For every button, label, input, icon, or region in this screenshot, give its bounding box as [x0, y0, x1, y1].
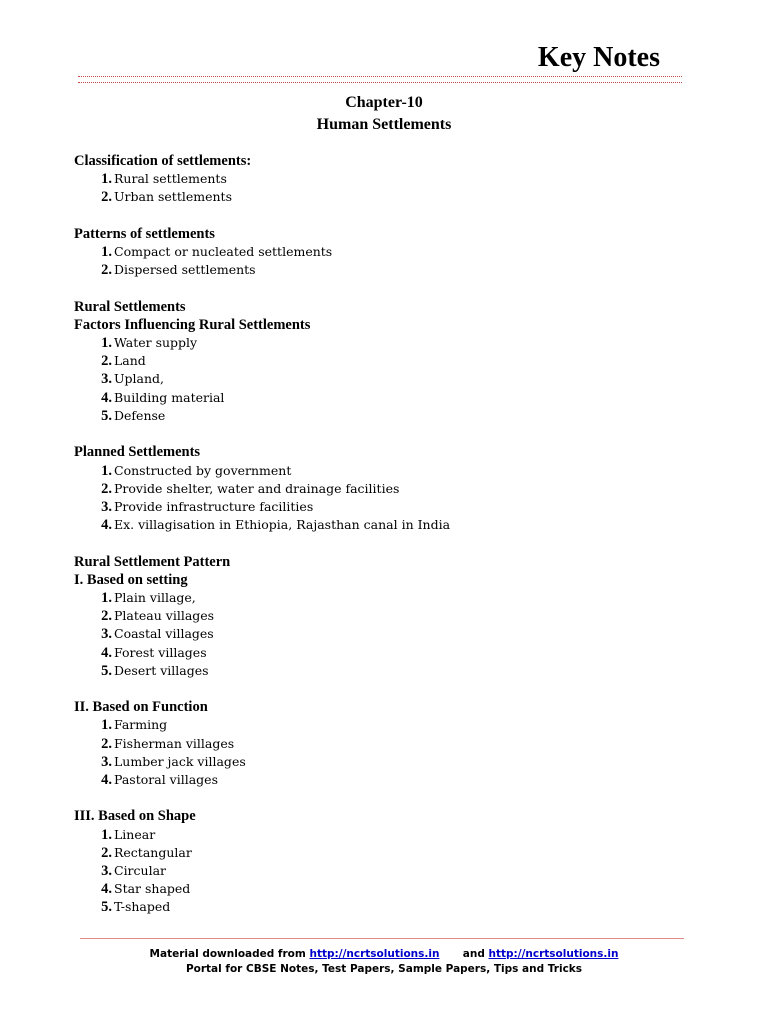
list-item — [74, 735, 694, 753]
section-heading: Rural Settlement Pattern — [74, 553, 231, 570]
list-item-number: 1. — [101, 335, 112, 352]
list-item-number: 1. — [101, 717, 112, 734]
list-item — [74, 716, 694, 734]
list-item-number: 2. — [101, 353, 112, 370]
list-item — [74, 589, 694, 607]
list-item — [74, 862, 694, 880]
list-item-number: 5. — [101, 662, 112, 679]
notes-section — [74, 298, 694, 425]
list-item-number: 4. — [101, 881, 112, 898]
list-item-text: Lumber jack villages — [114, 753, 246, 769]
list-item-number: 2. — [101, 844, 112, 861]
list-item — [74, 498, 694, 516]
footer-divider — [80, 938, 684, 939]
list-item-number: 2. — [101, 480, 112, 497]
list-item-text: Ex. villagisation in Ethiopia, Rajasthan canal in India — [114, 517, 451, 533]
list-item — [74, 898, 694, 916]
list-item-text: Rural settlements — [114, 171, 227, 187]
section-heading: III. Based on Shape — [74, 808, 196, 825]
list-item-number: 4. — [101, 517, 112, 534]
list-item — [74, 243, 694, 261]
list-item-text: Plateau villages — [114, 608, 215, 624]
notes-section — [74, 443, 694, 534]
list-item-text: Forest villages — [114, 644, 207, 660]
numbered-list — [74, 170, 694, 206]
list-item — [74, 625, 694, 643]
notes-section — [74, 807, 694, 916]
list-item-text: Provide infrastructure facilities — [114, 498, 314, 514]
notes-content — [74, 152, 694, 935]
list-item-text: Land — [114, 353, 146, 369]
list-item — [74, 370, 694, 388]
list-item-number: 3. — [101, 862, 112, 879]
numbered-list — [74, 462, 694, 535]
numbered-list — [74, 826, 694, 917]
list-item — [74, 880, 694, 898]
list-item-text: Fisherman villages — [114, 735, 235, 751]
notes-section — [74, 225, 694, 280]
list-item — [74, 170, 694, 188]
list-item-text: Provide shelter, water and drainage facilities — [114, 480, 400, 496]
list-item — [74, 516, 694, 534]
list-item-text: Coastal villages — [114, 626, 214, 642]
list-item-number: 5. — [101, 899, 112, 916]
list-item-text: Urban settlements — [114, 189, 232, 205]
list-item-text: T-shaped — [114, 899, 171, 915]
list-item-number: 3. — [101, 626, 112, 643]
list-item-number: 1. — [101, 589, 112, 606]
list-item-number: 3. — [101, 371, 112, 388]
section-heading: II. Based on Function — [74, 699, 208, 716]
list-item-text: Plain village, — [114, 589, 196, 605]
list-item-number: 2. — [101, 608, 112, 625]
list-item-number: 2. — [101, 262, 112, 279]
list-item-text: Linear — [114, 826, 156, 842]
list-item-text: Compact or nucleated settlements — [114, 244, 333, 260]
list-item — [74, 826, 694, 844]
list-item-text: Constructed by government — [114, 462, 292, 478]
list-item-text: Circular — [114, 862, 167, 878]
list-item — [74, 188, 694, 206]
list-item-number: 5. — [101, 407, 112, 424]
notes-section — [74, 698, 694, 789]
list-item — [74, 261, 694, 279]
numbered-list — [74, 589, 694, 680]
header-divider — [78, 76, 682, 83]
list-item — [74, 662, 694, 680]
numbered-list — [74, 716, 694, 789]
list-item-text: Upland, — [114, 371, 165, 387]
section-heading: Patterns of settlements — [74, 225, 215, 242]
list-item-text: Rectangular — [114, 844, 192, 860]
list-item-text: Water supply — [114, 335, 198, 351]
chapter-number: Chapter-10 — [345, 94, 423, 111]
list-item — [74, 607, 694, 625]
footer-source-line — [0, 947, 768, 961]
list-item-number: 4. — [101, 771, 112, 788]
list-item-number: 3. — [101, 498, 112, 515]
list-item — [74, 407, 694, 425]
list-item-number: 4. — [101, 644, 112, 661]
list-item — [74, 462, 694, 480]
list-item — [74, 644, 694, 662]
section-heading: Classification of settlements: — [74, 153, 252, 169]
numbered-list — [74, 334, 694, 425]
list-item-number: 2. — [101, 189, 112, 206]
section-heading: Factors Influencing Rural Settlements — [74, 316, 311, 333]
list-item-text: Farming — [114, 717, 168, 733]
footer-link-2[interactable]: http://ncrtsolutions.in — [488, 948, 619, 960]
chapter-heading — [0, 92, 768, 136]
list-item-text: Building material — [114, 389, 225, 405]
list-item-number: 3. — [101, 753, 112, 770]
section-heading: Planned Settlements — [74, 444, 201, 461]
list-item-number: 2. — [101, 735, 112, 752]
list-item — [74, 352, 694, 370]
list-item-number: 4. — [101, 389, 112, 406]
footer-tagline: Portal for CBSE Notes, Test Papers, Sample Papers, Tips and Tricks — [185, 963, 583, 975]
list-item — [74, 753, 694, 771]
section-heading: Rural Settlements — [74, 298, 186, 315]
list-item — [74, 480, 694, 498]
notes-section — [74, 553, 694, 680]
list-item-text: Defense — [114, 407, 166, 423]
list-item — [74, 389, 694, 407]
section-heading: I. Based on setting — [74, 571, 188, 588]
list-item-number: 1. — [101, 244, 112, 261]
numbered-list — [74, 243, 694, 279]
footer-conjunction: and — [462, 948, 485, 960]
list-item-text: Star shaped — [114, 881, 191, 897]
header-title: Key Notes — [537, 42, 660, 73]
list-item-number: 1. — [101, 462, 112, 479]
list-item — [74, 334, 694, 352]
notes-section — [74, 152, 694, 207]
footer-link-1[interactable]: http://ncrtsolutions.in — [309, 948, 440, 960]
footer-prefix: Material downloaded from — [149, 948, 306, 960]
list-item-text: Pastoral villages — [114, 771, 218, 787]
chapter-title: Human Settlements — [316, 116, 452, 133]
list-item-text: Desert villages — [114, 662, 209, 678]
list-item-number: 1. — [101, 826, 112, 843]
list-item — [74, 844, 694, 862]
list-item — [74, 771, 694, 789]
list-item-number: 1. — [101, 171, 112, 188]
list-item-text: Dispersed settlements — [114, 262, 256, 278]
